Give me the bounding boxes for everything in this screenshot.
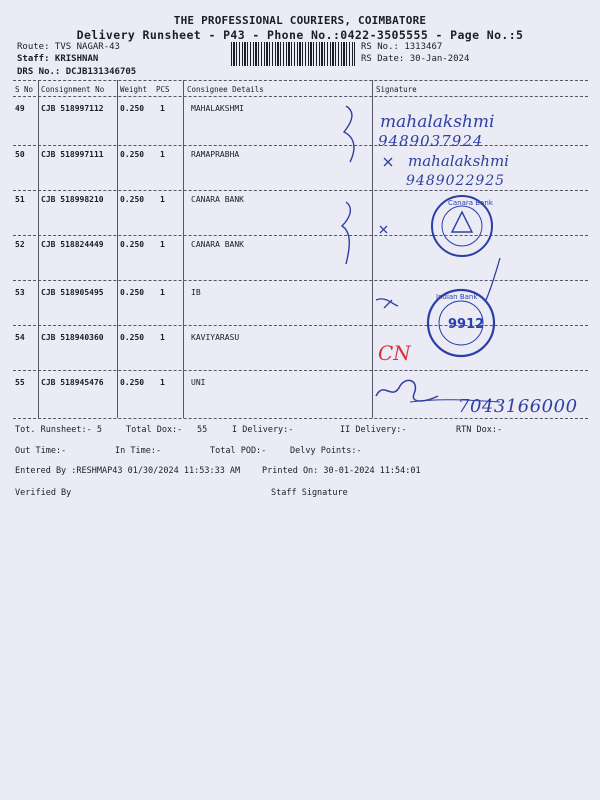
rs-number: RS No.: 1313467 [361, 42, 443, 52]
stamp-text: Indian Bank [436, 293, 478, 301]
row-pcs: 1 [160, 150, 165, 159]
entered-by: Entered By :RESHMAP43 01/30/2024 11:53:33 AM [15, 466, 241, 476]
col-header-signature: Signature [376, 85, 417, 94]
verified-by: Verified By [15, 488, 72, 498]
column-divider [372, 80, 373, 418]
total-pod: Total POD:- [210, 446, 267, 456]
row-consignee: IB [191, 288, 201, 297]
row-consignment: CJB 518824449 [41, 240, 104, 249]
row-consignment: CJB 518998210 [41, 195, 104, 204]
i-delivery: I Delivery:- [232, 425, 294, 435]
drs-number: DRS No.: DCJB131346705 [17, 67, 137, 77]
row-sno: 55 [15, 378, 25, 387]
col-header-sno: S No [15, 85, 34, 94]
row-sno: 52 [15, 240, 25, 249]
row-divider [13, 325, 588, 326]
staff-signature: Staff Signature [271, 488, 348, 498]
cn-mark: CN [378, 341, 411, 365]
row-divider [13, 280, 588, 281]
row-consignment: CJB 518997112 [41, 104, 104, 113]
column-divider [38, 80, 39, 418]
row-sno: 54 [15, 333, 25, 342]
rs-date: RS Date: 30-Jan-2024 [361, 54, 470, 64]
row-weight: 0.250 [120, 104, 145, 113]
col-header-pcs: PCS [156, 85, 170, 94]
row-consignee: CANARA BANK [191, 195, 244, 204]
table-bottom-rule [13, 418, 588, 419]
row-pcs: 1 [160, 195, 165, 204]
signature-phone-1: 9489037924 [378, 132, 484, 150]
column-divider [117, 80, 118, 418]
row-pcs: 1 [160, 333, 165, 342]
row-consignment: CJB 518905495 [41, 288, 104, 297]
route-label: Route: TVS NAGAR-43 [17, 42, 120, 52]
row-pcs: 1 [160, 240, 165, 249]
cross-mark [380, 226, 387, 233]
row-sno: 53 [15, 288, 25, 297]
row-weight: 0.250 [120, 378, 145, 387]
brace-mark [342, 202, 350, 264]
stamp-code: 9912 [448, 317, 485, 332]
row-consignee: MAHALAKSHMI [191, 104, 244, 113]
row-divider [13, 370, 588, 371]
total-dox-value: 55 [197, 425, 208, 435]
row-consignee: KAVIYARASU [191, 333, 240, 342]
row-divider [13, 145, 588, 146]
pen-stroke [410, 400, 500, 402]
brace-mark [344, 106, 354, 162]
company-title: THE PROFESSIONAL COURIERS, COIMBATORE [173, 14, 427, 27]
col-header-weight: Weight [120, 85, 148, 94]
table-header-rule [13, 96, 588, 97]
pen-stroke [486, 258, 500, 300]
printed-on: Printed On: 30-01-2024 11:54:01 [262, 466, 421, 476]
row-consignment: CJB 518940360 [41, 333, 104, 342]
row-consignment: CJB 518997111 [41, 150, 104, 159]
total-dox-label: Total Dox:- [126, 425, 183, 435]
row-pcs: 1 [160, 288, 165, 297]
total-runsheet: Tot. Runsheet:- 5 [15, 425, 102, 435]
row-consignee: UNI [191, 378, 206, 387]
row-weight: 0.250 [120, 150, 145, 159]
signature-name-1: mahalakshmi [380, 112, 495, 132]
row-pcs: 1 [160, 104, 165, 113]
cross-mark [376, 299, 398, 308]
staff-label: Staff: KRISHNAN [17, 54, 99, 64]
delivery-points: Delvy Points:- [290, 446, 362, 456]
row-consignee: RAMAPRABHA [191, 150, 240, 159]
signature-scribble [376, 380, 438, 401]
signature-phone-2: 9489022925 [406, 173, 506, 189]
row-sno: 50 [15, 150, 25, 159]
rtn-dox: RTN Dox:- [456, 425, 503, 435]
row-consignment: CJB 518945476 [41, 378, 104, 387]
row-divider [13, 235, 588, 236]
row-weight: 0.250 [120, 333, 145, 342]
row-sno: 49 [15, 104, 25, 113]
row-divider [13, 190, 588, 191]
cross-mark [384, 158, 392, 166]
signature-name-2: mahalakshmi [408, 152, 509, 170]
indian-bank-stamp [428, 290, 494, 356]
in-time: In Time:- [115, 446, 162, 456]
runsheet-subtitle: Delivery Runsheet - P43 - Phone No.:0422-3505555 - Page No.:5 [76, 28, 524, 42]
row-sno: 51 [15, 195, 25, 204]
row-weight: 0.250 [120, 195, 145, 204]
ii-delivery: II Delivery:- [340, 425, 407, 435]
out-time: Out Time:- [15, 446, 67, 456]
handwritten-phone-3: 7043166000 [458, 396, 578, 417]
column-divider [183, 80, 184, 418]
row-pcs: 1 [160, 378, 165, 387]
row-weight: 0.250 [120, 288, 145, 297]
stamp-text: Canara Bank [448, 199, 493, 207]
col-header-consignment: Consignment No [41, 85, 105, 94]
table-top-rule [13, 80, 588, 81]
canara-bank-stamp [432, 196, 494, 256]
row-consignee: CANARA BANK [191, 240, 244, 249]
barcode [231, 42, 355, 66]
row-weight: 0.250 [120, 240, 145, 249]
col-header-consignee: Consignee Details [187, 85, 264, 94]
